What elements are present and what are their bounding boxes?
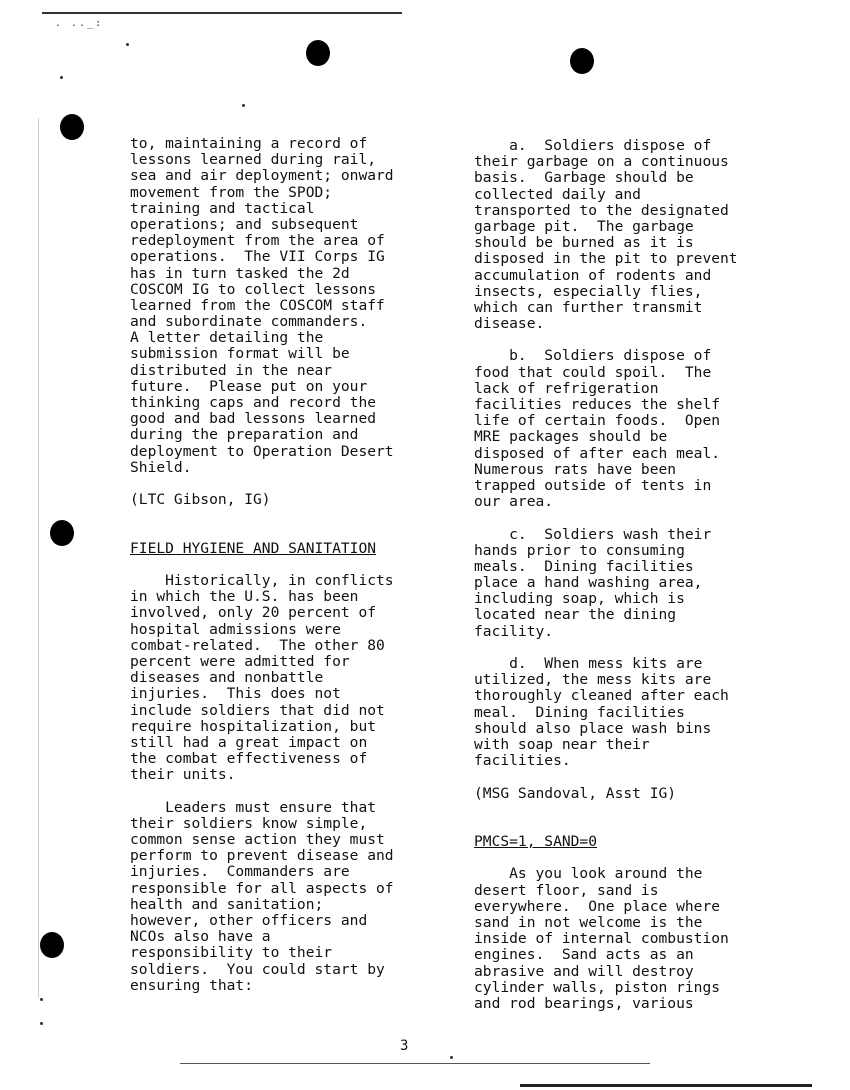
- text-line: distributed in the near: [130, 361, 333, 379]
- text-line: health and sanitation;: [130, 895, 324, 913]
- text-line: inside of internal combustion: [474, 930, 729, 948]
- section-heading: FIELD HYGIENE AND SANITATION: [130, 539, 377, 557]
- text-line: soldiers. You could start by: [130, 960, 385, 978]
- punch-hole-icon: [60, 114, 84, 140]
- text-line: b. Soldiers dispose of: [474, 347, 712, 365]
- text-line: hospital admissions were: [130, 620, 341, 638]
- left-margin-line: [38, 118, 39, 998]
- text-line: COSCOM IG to collect lessons: [130, 280, 377, 298]
- scan-speck: [126, 43, 129, 46]
- text-line: their garbage on a continuous: [474, 153, 729, 171]
- text-line: good and bad lessons learned: [130, 410, 377, 428]
- text-line: disease.: [474, 315, 545, 333]
- text-line: common sense action they must: [130, 831, 385, 849]
- text-line: perform to prevent disease and: [130, 847, 394, 865]
- blank-line: [130, 508, 448, 524]
- blank-line: [474, 850, 804, 866]
- text-line: Leaders must ensure that: [130, 798, 377, 816]
- text-line: include soldiers that did not: [130, 701, 385, 719]
- bottom-rule: [180, 1063, 650, 1064]
- text-line: require hospitalization, but: [130, 717, 377, 735]
- text-line: our area.: [474, 493, 554, 511]
- text-line: diseases and nonbattle: [130, 669, 324, 687]
- text-line: in which the U.S. has been: [130, 588, 359, 606]
- right-column: [474, 138, 804, 1012]
- blank-line: [474, 802, 804, 818]
- blank-line: [474, 818, 804, 834]
- text-line: A letter detailing the: [130, 329, 324, 347]
- top-rule: [42, 12, 402, 14]
- blank-line: [474, 640, 804, 656]
- text-line: movement from the SPOD;: [130, 183, 333, 201]
- text-line: basis. Garbage should be: [474, 169, 694, 187]
- text-line: during the preparation and: [130, 426, 359, 444]
- text-line: redeployment from the area of: [130, 232, 385, 250]
- text-line: still had a great impact on: [130, 733, 368, 751]
- punch-hole-icon: [570, 48, 594, 74]
- text-line: should also place wash bins: [474, 719, 712, 737]
- text-line: engines. Sand acts as an: [474, 946, 694, 964]
- text-line: sand in not welcome is the: [474, 914, 703, 931]
- text-line: d. When mess kits are: [474, 655, 703, 672]
- text-line: life of certain foods. Open: [474, 412, 721, 430]
- blank-line: [474, 769, 804, 785]
- text-line: ensuring that:: [130, 976, 254, 994]
- text-line: (MSG Sandoval, Asst IG): [474, 784, 677, 802]
- text-line: lessons learned during rail,: [130, 151, 377, 169]
- text-line: their units.: [130, 766, 236, 784]
- text-line: utilized, the mess kits are: [474, 671, 712, 689]
- text-line: NCOs also have a: [130, 928, 271, 946]
- text-line: cylinder walls, piston rings: [474, 978, 721, 996]
- blank-line: [130, 784, 448, 800]
- text-line: c. Soldiers wash their: [474, 525, 712, 543]
- text-line: with soap near their: [474, 735, 650, 753]
- text-line: facilities reduces the shelf: [474, 396, 721, 413]
- text-line: food that could spoil. The: [474, 363, 712, 381]
- text-line: injuries. This does not: [130, 685, 341, 703]
- text-line: a. Soldiers dispose of: [474, 137, 712, 154]
- blank-line: [130, 525, 448, 541]
- scan-speck: [60, 76, 63, 79]
- punch-hole-icon: [50, 520, 74, 546]
- blank-line: [474, 332, 804, 348]
- text-line: lack of refrigeration: [474, 379, 659, 397]
- text-line: thinking caps and record the: [130, 394, 377, 411]
- text-line: hands prior to consuming: [474, 541, 685, 559]
- text-line: disposed in the pit to prevent: [474, 250, 738, 268]
- text-line: abrasive and will destroy: [474, 962, 694, 980]
- scan-speck: [450, 1056, 453, 1059]
- text-line: and rod bearings, various: [474, 994, 694, 1012]
- scan-speck: [40, 998, 43, 1001]
- text-line: place a hand washing area,: [474, 574, 703, 592]
- text-line: Shield.: [130, 458, 192, 476]
- scan-speck: [40, 1022, 43, 1025]
- text-line: learned from the COSCOM staff: [130, 296, 385, 314]
- text-line: responsible for all aspects of: [130, 879, 394, 897]
- scan-specks: . .._:: [55, 18, 104, 29]
- text-line: their soldiers know simple,: [130, 814, 368, 832]
- scan-speck: [242, 104, 245, 107]
- text-line: accumulation of rodents and: [474, 266, 712, 284]
- punch-hole-icon: [40, 932, 64, 958]
- text-line: combat-related. The other 80: [130, 636, 385, 654]
- text-line: disposed of after each meal.: [474, 444, 721, 462]
- text-line: including soap, which is: [474, 590, 685, 608]
- text-line: operations; and subsequent: [130, 215, 359, 233]
- text-line: should be burned as it is: [474, 234, 694, 252]
- text-line: to, maintaining a record of: [130, 135, 368, 152]
- text-line: As you look around the: [474, 865, 703, 883]
- text-line: however, other officers and: [130, 912, 368, 929]
- text-line: sea and air deployment; onward: [130, 167, 394, 185]
- text-line: facility.: [474, 622, 554, 640]
- bottom-rule-thick: [520, 1084, 812, 1087]
- section-heading: PMCS=1, SAND=0: [474, 833, 598, 851]
- text-line: operations. The VII Corps IG: [130, 248, 385, 266]
- text-line: thoroughly cleaned after each: [474, 687, 729, 705]
- text-line: facilities.: [474, 752, 571, 770]
- text-line: responsibility to their: [130, 944, 333, 962]
- text-line: desert floor, sand is: [474, 881, 659, 899]
- text-line: meal. Dining facilities: [474, 703, 685, 721]
- blank-line: [474, 510, 804, 526]
- text-line: located near the dining: [474, 606, 677, 624]
- text-line: injuries. Commanders are: [130, 863, 350, 881]
- text-line: future. Please put on your: [130, 377, 368, 395]
- page-number: 3: [400, 1038, 409, 1054]
- text-line: MRE packages should be: [474, 428, 668, 446]
- text-line: collected daily and: [474, 185, 641, 203]
- punch-hole-icon: [306, 40, 330, 66]
- blank-line: [130, 476, 448, 492]
- text-line: garbage pit. The garbage: [474, 217, 694, 235]
- text-line: everywhere. One place where: [474, 897, 721, 915]
- text-line: involved, only 20 percent of: [130, 604, 377, 622]
- text-line: percent were admitted for: [130, 653, 350, 670]
- text-line: (LTC Gibson, IG): [130, 491, 271, 509]
- blank-line: [130, 557, 448, 573]
- text-line: which can further transmit: [474, 298, 703, 316]
- text-line: Historically, in conflicts: [130, 572, 394, 590]
- text-line: insects, especially flies,: [474, 282, 703, 300]
- text-line: deployment to Operation Desert: [130, 442, 394, 460]
- text-line: meals. Dining facilities: [474, 557, 694, 575]
- text-line: has in turn tasked the 2d: [130, 264, 350, 282]
- text-line: transported to the designated: [474, 201, 729, 219]
- text-line: submission format will be: [130, 345, 350, 363]
- text-line: training and tactical: [130, 199, 315, 217]
- text-line: trapped outside of tents in: [474, 476, 712, 494]
- left-column: [130, 136, 448, 994]
- text-line: Numerous rats have been: [474, 460, 677, 478]
- text-line: the combat effectiveness of: [130, 750, 368, 768]
- text-line: and subordinate commanders.: [130, 313, 368, 331]
